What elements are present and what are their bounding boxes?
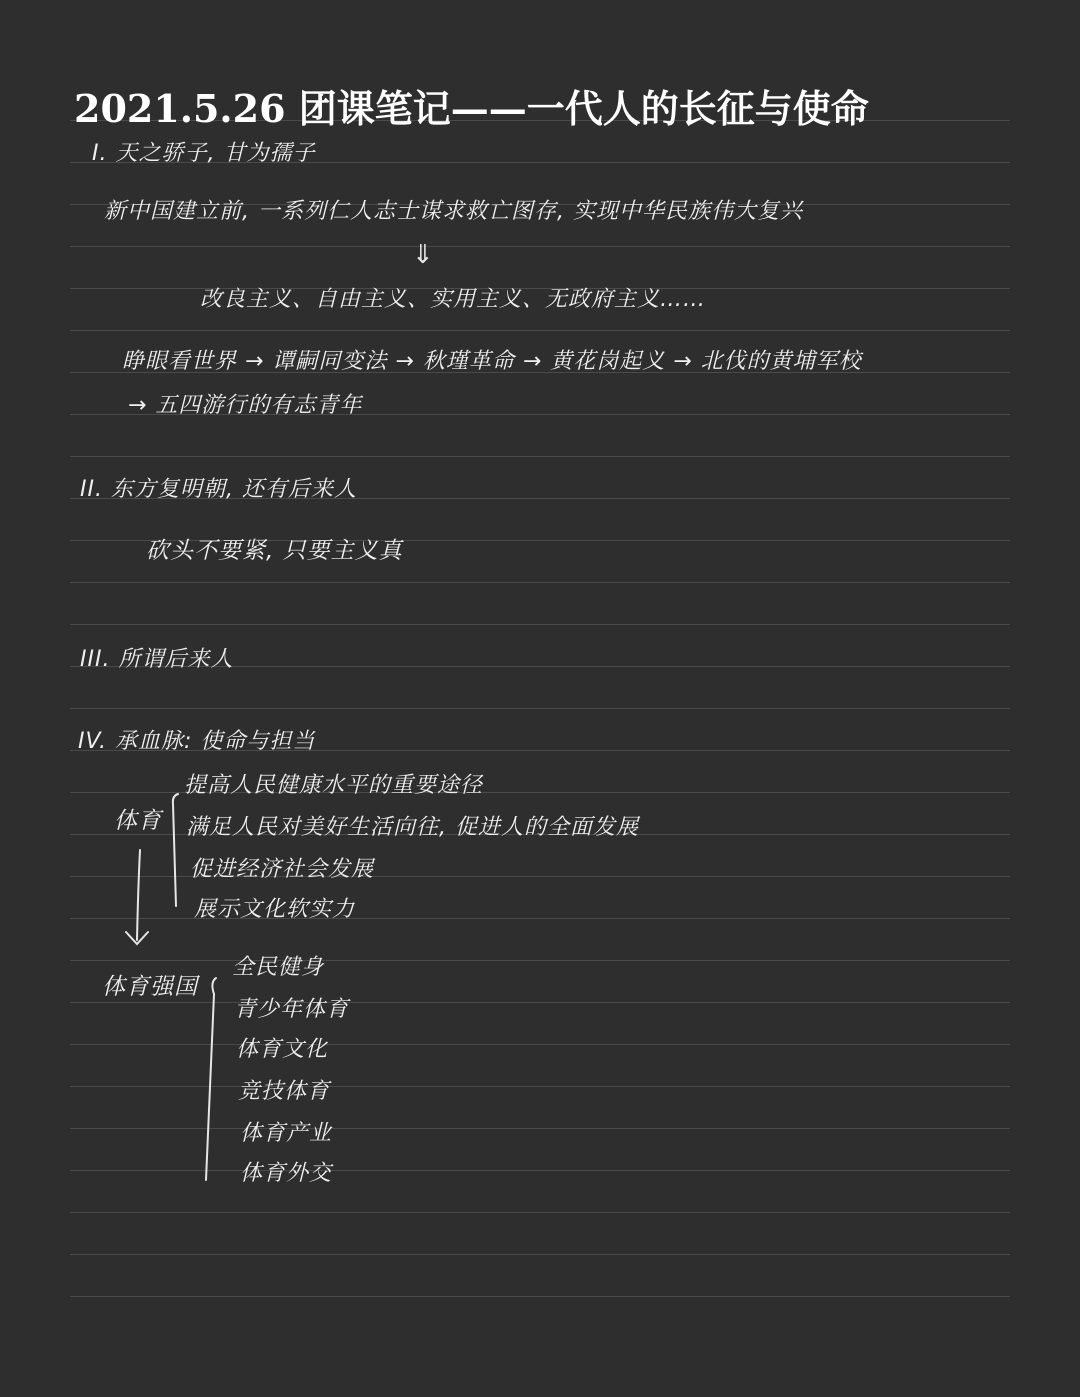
group-1-item: 满足人民对美好生活向往, 促进人的全面发展 (186, 815, 639, 840)
section-1-line-4: → 五四游行的有志青年 (128, 393, 363, 418)
section-2-line-1: 砍头不要紧, 只要主义真 (146, 538, 403, 564)
page-title: 2021.5.26 团课笔记——一代人的长征与使命 (74, 86, 869, 131)
group-2-item: 青少年体育 (234, 997, 350, 1022)
group-1-item: 展示文化软实力 (194, 897, 356, 922)
down-arrow-shaft (137, 850, 140, 940)
section-1-line-2: 改良主义、自由主义、实用主义、无政府主义…… (200, 287, 707, 312)
bracket-1 (173, 794, 178, 906)
section-1-line-1: 新中国建立前, 一系列仁人志士谋求救亡图存, 实现中华民族伟大复兴 (104, 199, 803, 224)
group-1-label: 体育 (114, 808, 162, 834)
group-1-item: 促进经济社会发展 (190, 857, 375, 882)
section-4-heading: IV. 承血脉: 使命与担当 (78, 729, 316, 754)
section-2-heading: II. 东方复明朝, 还有后来人 (80, 477, 357, 502)
group-2-item: 体育产业 (240, 1121, 333, 1146)
group-2-item: 竞技体育 (238, 1079, 331, 1104)
group-2-item: 体育文化 (236, 1037, 329, 1062)
section-1-heading: I. 天之骄子, 甘为孺子 (92, 141, 316, 166)
group-2-item: 全民健身 (232, 955, 325, 980)
bracket-2 (206, 978, 216, 1180)
group-1-item: 提高人民健康水平的重要途径 (184, 773, 484, 798)
group-2-item: 体育外交 (240, 1161, 333, 1186)
section-1-line-3: 睁眼看世界 → 谭嗣同变法 → 秋瑾革命 → 黄花岗起义 → 北伐的黄埔军校 (122, 349, 862, 374)
section-3-heading: III. 所谓后来人 (80, 647, 234, 672)
group-2-label: 体育强国 (102, 974, 198, 1000)
down-double-arrow-icon: ⇓ (412, 240, 434, 270)
